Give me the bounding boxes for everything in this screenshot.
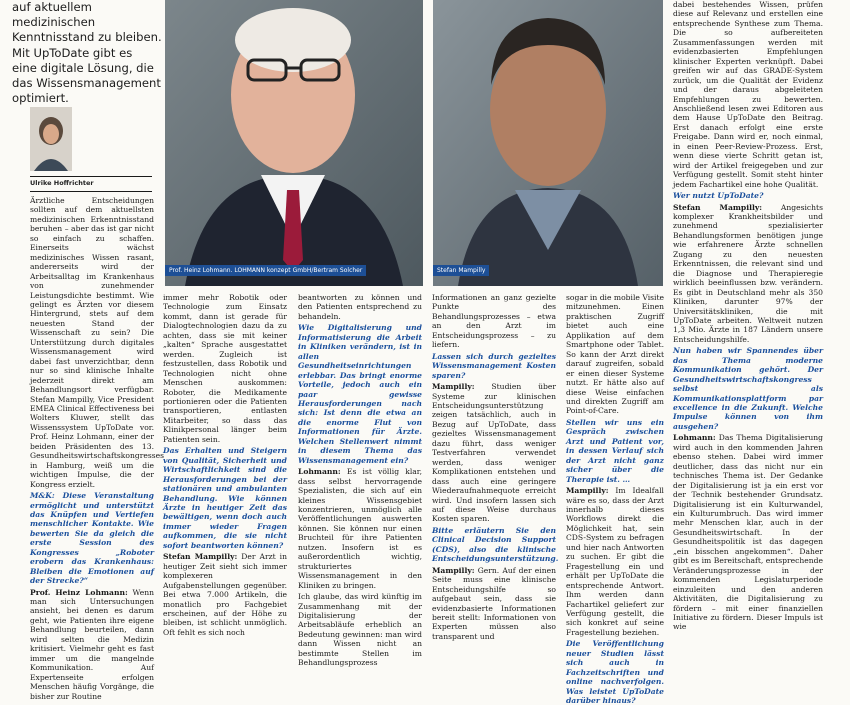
- body-paragraph: dabei bestehendes Wissen, prüfen diese auf Relevanz und erstellen eine entsprechende Synthese zum Thema. Die so aufbereiteten Zusammenfassungen werden mit evidenzbasierten Empfehlungen klinischer Experten verknüpft. Dabei greifen wir auf das GRADE-System zurück, um die Qualität der Evidenz und der daraus abgeleiteten Empfehlungen zu bewerten. Anschließend lesen zwei Editoren aus dem Hause UpToDate den Beitrag. Erst danach erfolgt eine erste Freigabe. Dann wird er, noch einmal, in einen Peer-Review-Prozess. Erst, wenn diese vierte Schritt getan ist, wird der Artikel freigegeben und zur Verfügung gestellt. Somit steht hinter jedem Fachartikel eine hohe Qualität.: [673, 0, 823, 189]
- author-rule: [30, 176, 152, 177]
- answer-text: Im Idealfall wäre es so, dass der Arzt innerhalb dieses Workflows direkt die Möglichkeit hat, sein CDS-System zu befragen und hier nach Antworten zu suchen. Er gibt die Fragestellung ein und erhält per UpToDate die entsprechende Antwort. Ihm werden dann Fachartikel geliefert zur Verfügung gestellt, die sich konkret auf seine Fragestellung beziehen.: [566, 486, 664, 637]
- author-name: Ulrike Hoffrichter: [30, 179, 94, 187]
- article-column: [673, 0, 823, 632]
- answer-text: Das Thema Digitalisierung wird auch in den kommenden Jahren ebenso stehen. Dabei wird immer deutlicher, dass das nicht nur ein technisches Thema ist. Der Gedanke der Digitalisierung ist ja ein erst vor der Technik bestehender Grundsatz. Digitalisierung ist ein Kulturwandel, ein Kulturumbruch. Das wird immer mehr Menschen klar, auch in der Gesundheitswirtschaft. In der Gesundheitspolitik ist das dagegen „ein bisschen angekommen“. Daher gibt es im Bereitschaft, entsprechende Veränderungsprozesse in der kommenden Legislaturperiode einzuleiten und den anderen Aktivitäten, die Digitalisierung zu fördern – mit einer finanziellen Initiative zu fördern. Dieser Impuls ist wie: [673, 433, 823, 632]
- intro-line: das Wissensmanagement: [12, 76, 161, 91]
- body-paragraph: Informationen an ganz gezielte Punkte des Behandlungsprozesses – etwa an den Arzt im Entscheidungsprozess – zu liefern.: [432, 293, 556, 350]
- speaker-name: Stefan Mampilly:: [163, 552, 238, 562]
- photo-mampilly: [433, 0, 663, 286]
- answer-text: Wenn man sich Untersuchungen ansieht, bei denen es darum geht, wie Patienten ihre eigene Behandlung beurteilen, dann wird selten die Medizin kritisiert. Vielmehr geht es fast immer um die mangelnde Kommunikation. Auf Expertenseite erfolgen Menschen häufig Vorgänge, die bisher zur Routine: [30, 587, 155, 701]
- answer-paragraph: [432, 382, 556, 524]
- article-column: [163, 293, 287, 637]
- speaker-name: Prof. Heinz Lohmann:: [30, 587, 128, 597]
- section-rule: [30, 191, 152, 192]
- photo-caption: Stefan Mampilly: [433, 265, 489, 276]
- question-heading: Lassen sich durch gezieltes Wissensmanagement Kosten sparen?: [432, 351, 556, 380]
- intro-line: eine digitale Lösung, die: [12, 60, 154, 75]
- question-heading: Wie Digitalisierung und Informatisierung die Arbeit in Kliniken verändern, ist in allen Gesundheitseinrichtungen erlebbar. Das bringt enorme Vorteile, jedoch auch ein paar gewisse Herausforderungen nach sich: Ist denn die etwa an die enorme Flut von Informationen für Ärzte. Welchen Stellenwert nimmt in diesem Thema das Wissensmanagement ein?: [298, 323, 422, 465]
- speaker-name: Mampilly:: [432, 565, 475, 575]
- answer-text: Gern. Auf der einen Seite muss eine klinische Entscheidungshilfe so aufgebaut sein, dass sie evidenzbasierte Informationen bereit stellt: Informationen von Experten müssen also transparent und: [432, 565, 556, 641]
- body-paragraph: sogar in die mobile Visite mitzunehmen. Einen praktischen Zugriff bietet auch eine Applikation auf dem Smartphone oder Tablet. So kann der Arzt direkt darauf zugreifen, sobald er einen dieser Systeme nutzt. Er hätte also auf diese Weise einfachen und direkten Zugriff am Point-of-Care.: [566, 293, 664, 416]
- question-heading: Stellen wir uns ein Gespräch zwischen Arzt und Patient vor, in dessen Verlauf sich der Arzt nicht ganz sicher über die Therapie ist. …: [566, 417, 664, 484]
- photo-caption: Prof. Heinz Lohmann. LOHMANN konzept GmbH/Bertram Solcher: [165, 265, 366, 276]
- body-paragraph: immer mehr Robotik oder Technologie zum Einsatz kommt, dann ist gerade für Dialogtechnologien dazu da zu achten, dass sie mit keiner „kalten“ Sprache ausgestattet werden. Zugleich ist festzustellen, dass Robotik und Technologien nicht ohne Menschen auskommen: Roboter, die Medikamente portionieren oder die Patienten transportieren, entlasten Mitarbeiter, so dass das Klinikpersonal länger beim Patienten sein.: [163, 293, 287, 444]
- answer-text: Es ist völlig klar, dass selbst hervorragende Spezialisten, die sich auf ein kleines Wissensgebiet konzentrieren, unmöglich alle Veröffentlichungen auswerten können. Sie können nur einen Bruchteil für ihre Patienten nutzen. Insofern ist es außerordentlich wichtig, strukturiertes Wissensmanagement in den Kliniken zu bringen.: [298, 467, 422, 590]
- body-paragraph: Ich glaube, das wird künftig im Zusammenhang mit der Digitalisierung der Arbeitsabläufe erheblich an Bedeutung gewinnen: man wird dann Wissen nicht an bestimmte Stellen im Behandlungsprozess: [298, 592, 422, 668]
- answer-paragraph: [163, 552, 287, 637]
- answer-paragraph: [30, 588, 154, 701]
- intro-line: Mit UpToDate gibt es: [12, 45, 133, 60]
- answer-paragraph: [673, 433, 823, 632]
- speaker-name: Mampilly:: [432, 382, 475, 392]
- question-heading: Die Veröffentlichung neuer Studien lässt sich auch in Fachzeitschriften und online nachverfolgen. Was leistet UpToDate darüber hinaus?: [566, 639, 664, 705]
- intro-text: [12, 0, 162, 106]
- question-heading: Nun haben wir Spannendes über das Thema moderne Kommunikation gehört. Der Gesundheitswirtschaftskongress selbst als Kommunikationsplattform par excellence in die Zukunft. Welche Impulse können von ihm ausgehen?: [673, 346, 823, 431]
- article-column: [432, 293, 559, 641]
- speaker-name: Stefan Mampilly:: [673, 202, 763, 212]
- body-paragraph: beantworten zu können und den Patienten entsprechend zu behandeln.: [298, 293, 422, 321]
- answer-paragraph: [673, 203, 823, 345]
- article-column: [566, 293, 664, 705]
- intro-line: auf aktuellem medizinischen: [12, 0, 96, 30]
- author-photo: [30, 107, 72, 171]
- speaker-name: Lohmann:: [298, 467, 341, 477]
- answer-paragraph: [566, 486, 664, 637]
- answer-paragraph: [298, 467, 422, 590]
- photo-lohmann: [165, 0, 423, 286]
- answer-text: Der Arzt in heutiger Zeit sieht sich immer komplexeren Aufgabenstellungen gegenüber. Bei etwa 7.000 Artikeln, die monatlich pro Fachgebiet erscheinen, auf der Höhe zu bleiben, ist schlicht unmöglich. Oft fehlt es sich noch: [163, 552, 287, 637]
- speaker-name: Lohmann:: [673, 433, 716, 443]
- body-paragraph: Ärztliche Entscheidungen sollten auf dem aktuellsten medizinischen Erkenntnisstand beruhen – aber das ist gar nicht so einfach zu schaffen. Einerseits wächst medizinisches Wissen rasant, andererseits wird der Arbeitsalltag im Krankenhaus von zunehmender Leistungsdichte bestimmt. Wie gelingt es Ärzten vor diesem Hintergrund, stets auf dem neuesten Stand der Wissenschaft zu sein? Die Unterstützung durch digitales Wissensmanagement wird dabei fast unverzichtbar, denn nur so sind klinische Inhalte jederzeit direkt am Behandlungsort verfügbar. Stefan Mampilly, Vice President EMEA Clinical Effectiveness bei Wolters Kluwer, stellt das Wissenssystem UpToDate vor. Prof. Heinz Lohmann, einer der beiden Präsidenten des 13. Gesundheitswirtschaftskongresses in Hamburg, weiß um die wichtigen Impulse, die der Kongress erzielt.: [30, 196, 165, 489]
- intro-line: Kenntnisstand zu bleiben.: [12, 30, 162, 45]
- intro-line: optimiert.: [12, 91, 69, 106]
- question-heading: Bitte erläutern Sie den Clinical Decision Support (CDS), also die klinische Entscheidungsunterstützung.: [432, 525, 559, 564]
- answer-text: Studien über Systeme zur klinischen Entscheidungsunterstützung zeigen tatsächlich, auch in Bezug auf UpToDate, dass gezieltes Wissensmanagement dazu führt, dass weniger Testverfahren verwendet werden, dass weniger Komplikationen entstehen und dass auch eine geringere Wiederaufnahmequote erreicht wird. Und insofern lassen sich auf diese Weise durchaus Kosten sparen.: [432, 382, 556, 524]
- speaker-name: Mampilly:: [566, 486, 609, 496]
- question-heading: M&K: Diese Veranstaltung ermöglicht und unterstützt das Knüpfen und Vertiefen menschlicher Kontakte. Wie bewerten Sie da gleich die erste Session des Kongresses „Roboter erobern das Krankenhaus: Bleiben die Emotionen auf der Strecke?“: [30, 491, 154, 586]
- question-heading: Wer nutzt UpToDate?: [673, 191, 764, 201]
- article-column: [30, 196, 165, 701]
- answer-paragraph: [432, 566, 556, 642]
- question-heading: Das Erhalten und Steigern von Qualität, Sicherheit und Wirtschaftlichkeit sind die Herausforderungen bei der stationären und ambulanten Behandlung. Wie können Ärzte in heutiger Zeit das bewältigen, wenn doch auch immer wieder Fragen aufkommen, die sie nicht sofort beantworten können?: [163, 446, 287, 550]
- article-column: [298, 293, 422, 668]
- answer-text: Angesichts komplexer Krankheitsbilder und zunehmend spezialisierter Behandlungsformen benötigen junge wie erfahrenere Ärzte schnellen Zugang zu den neuesten Erkenntnissen, die relevant sind und die Diagnose und Therapieregie wirklich beeinflussen bzw. verändern. Es gibt in Deutschland mehr als 350 Kliniken, darunter 97% der Universitätskliniken, die mit UpToDate arbeiten. Weltweit nutzen 1,3 Mio. Ärzte in 187 Ländern unsere Entscheidungshilfe.: [673, 202, 823, 344]
